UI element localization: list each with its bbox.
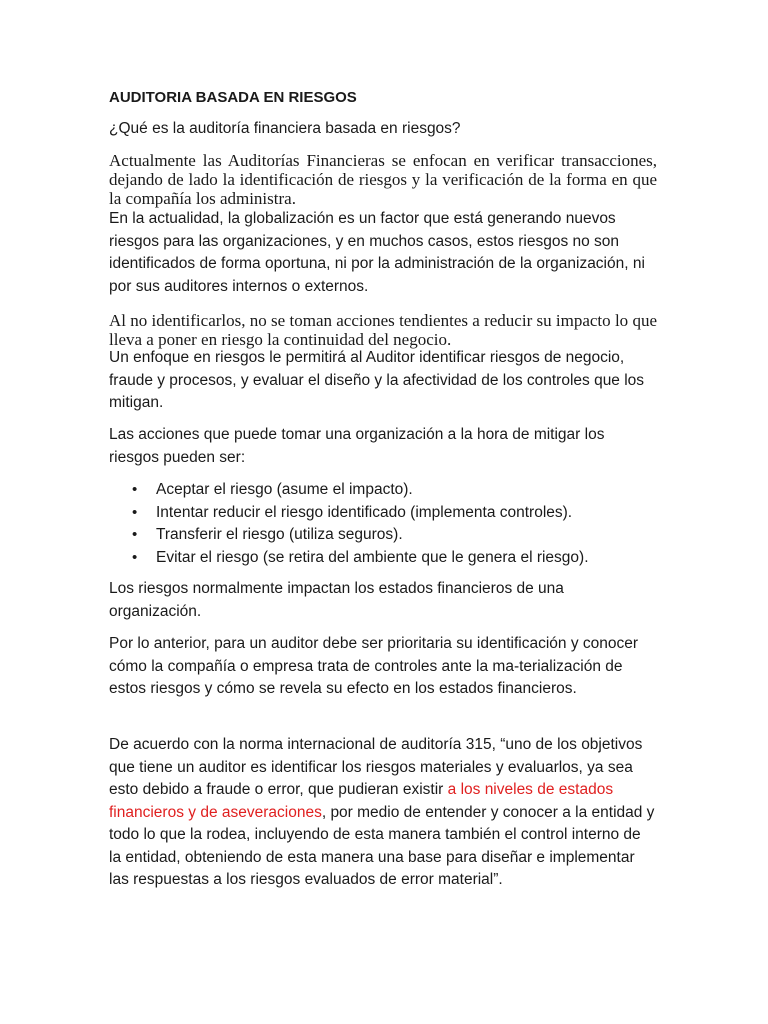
paragraph-anterior: Por lo anterior, para un auditor debe ser prioritaria su identificación y conocer cómo la compañía o empresa trata de controles ante la ma-terialización de estos riesgos y cómo se revela su efecto en los estados financieros. (109, 635, 639, 697)
paragraph-impactan: Los riesgos normalmente impactan los estados financieros de una organización. (109, 580, 564, 620)
mitigation-list (109, 479, 657, 569)
norma-text-after: , por medio de entender y conocer a la entidad y todo lo que la rodea, incluyendo de esta manera también el control interno de la entidad, obteniendo de esta manera una base para diseñar e implementar las respuestas a los riesgos evaluados de error material”. (109, 803, 655, 888)
paragraph-norma (109, 734, 657, 892)
serif-paragraph-2: Al no identificarlos, no se toman acciones tendientes a reducir su impacto lo que lleva a poner en riesgo la continuidad del negocio. (109, 311, 657, 349)
paragraph-globalizacion: En la actualidad, la globalización es un factor que está generando nuevos riesgos para las organizaciones, y en muchos casos, estos riesgos no son identificados de forma oportuna, ni por la administración de la organización, ni por sus auditores internos o externos. (109, 210, 645, 295)
document-title: AUDITORIA BASADA EN RIESGOS (109, 89, 357, 106)
list-item: • Aceptar el riesgo (asume el impacto). (109, 479, 657, 502)
question-heading: ¿Qué es la auditoría financiera basada en riesgos? (109, 120, 461, 137)
norma-highlight: a los niveles de estados financieros y de aseveraciones (109, 781, 614, 821)
list-item: • Transferir el riesgo (utiliza seguros). (109, 524, 657, 547)
serif-paragraph-1: Actualmente las Auditorías Financieras se enfocan en verificar transacciones, dejando de lado la identificación de riesgos y la verificación de la forma en que la compañía los administra. (109, 151, 657, 208)
paragraph-acciones: Las acciones que puede tomar una organización a la hora de mitigar los riesgos pueden ser: (109, 426, 605, 466)
paragraph-enfoque: Un enfoque en riesgos le permitirá al Auditor identificar riesgos de negocio, fraude y procesos, y evaluar el diseño y la afectividad de los controles que los mitigan. (109, 349, 645, 411)
norma-text-before: De acuerdo con la norma internacional de auditoría 315, “uno de los objetivos que tiene un auditor es identificar los riesgos materiales y evaluarlos, ya sea esto debido a fraude o error, que pudieran existir (109, 736, 643, 798)
list-item: • Evitar el riesgo (se retira del ambiente que le genera el riesgo). (109, 547, 657, 570)
list-item: • Intentar reducir el riesgo identificado (implementa controles). (109, 502, 657, 525)
